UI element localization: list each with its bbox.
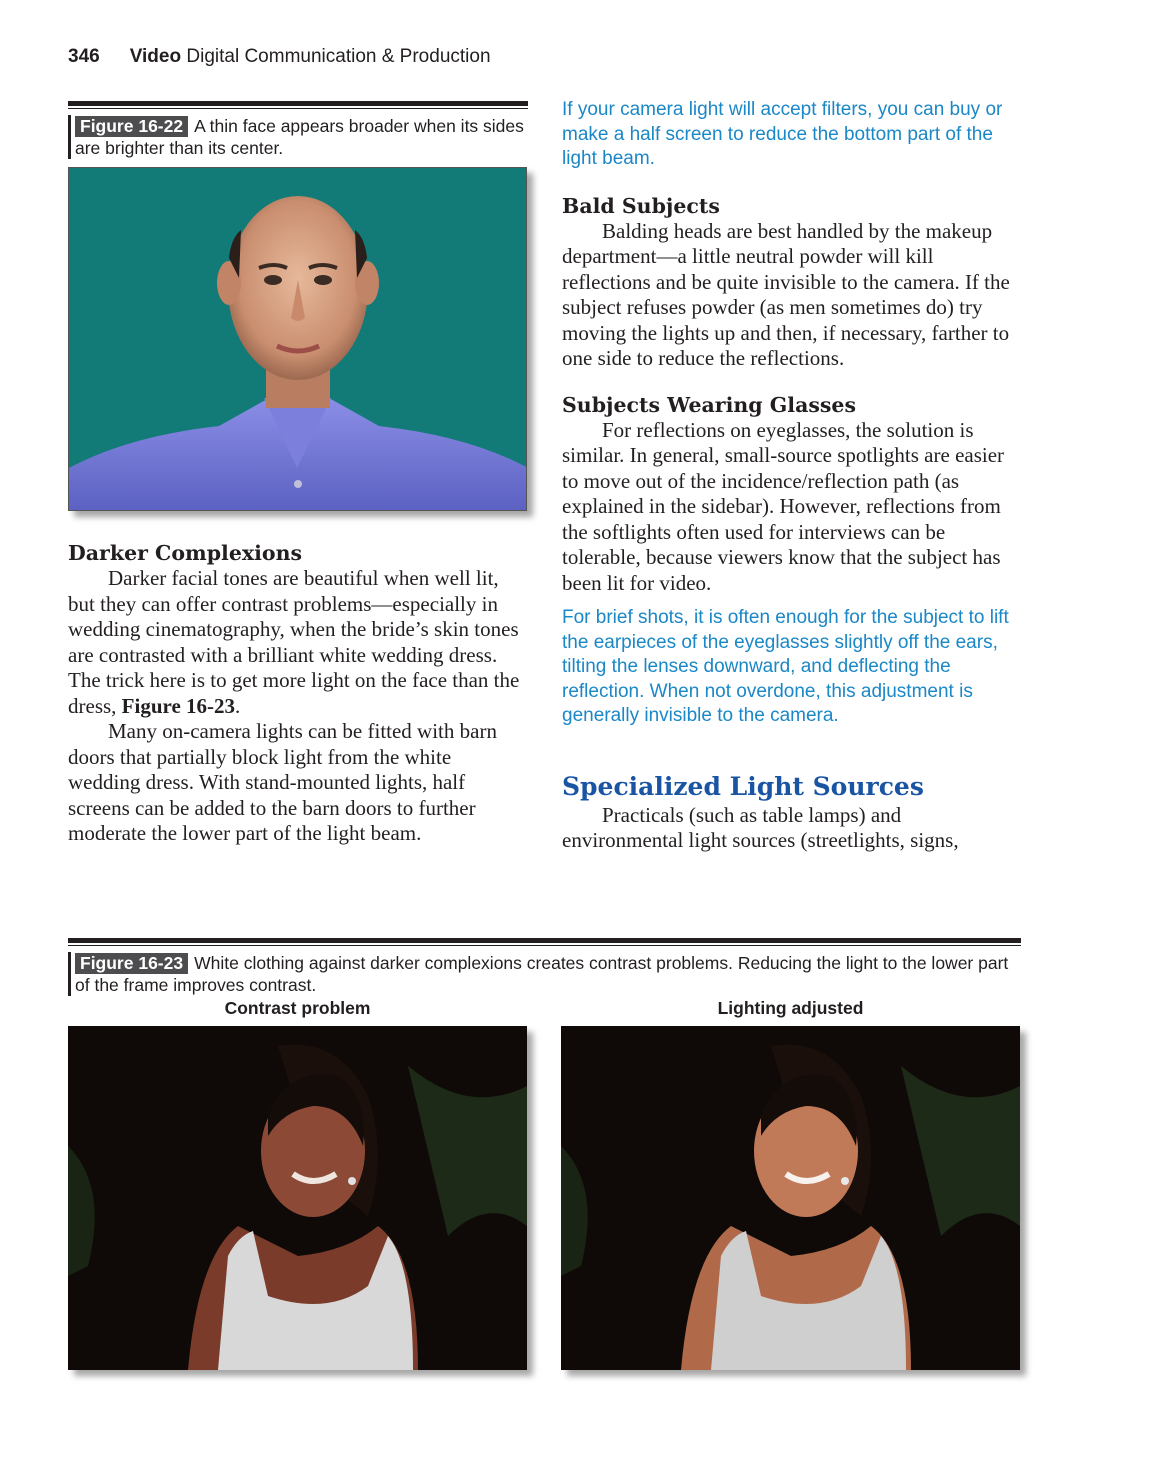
figure-tag: Figure 16-23: [75, 953, 188, 974]
figure-16-22-image: [68, 167, 527, 511]
body-paragraph: Many on-camera lights can be fitted with barn doors that partially block light from the white wedding dress. With stand-mounted lights, half screens can be added to the barn doors to further moderate the lower part of the light beam.: [68, 719, 497, 845]
body-paragraph: Balding heads are best handled by the makeup department—a little neutral powder will kill reflections and be quite invisible to the camera. If the subject refuses powder (as men sometimes do) try moving the lights up and then, if necessary, farther to one side to reduce the reflections.: [562, 218, 1010, 370]
body-paragraph: [68, 566, 528, 719]
tip-text: For brief shots, it is often enough for the subject to lift the earpieces of the eyeglasses slightly off the ears, tilting the lenses downward, and deflecting the reflection. When not overdone, this adjustment is generally invisible to the camera.: [562, 607, 1009, 726]
section-heading-glasses: Subjects Wearing Glasses: [562, 392, 857, 417]
body-paragraph: For reflections on eyeglasses, the solution is similar. In general, small-source spotlights are easier to move out of the incidence/reflection path (as explained in the sidebar). However, reflections from the softlights often used for interviews can be tolerable, because viewers know that the subject has been lit for video.: [562, 417, 1005, 595]
bride-photo-contrast-problem: [68, 1026, 527, 1370]
page-number: 346: [68, 46, 100, 67]
book-title-rest: Digital Communication & Production: [186, 46, 491, 67]
figure-rule: [68, 101, 528, 109]
figure-rule: [68, 938, 1021, 946]
section-heading: Darker Complexions: [68, 541, 303, 565]
figure-16-22-caption-block: [68, 101, 528, 159]
section-heading-bald: Bald Subjects: [562, 193, 720, 218]
figure-caption: [68, 952, 1021, 996]
section-heading-specialized: Specialized Light Sources: [562, 771, 924, 801]
figure-reference: Figure 16-23: [121, 693, 236, 718]
paragraph-text: Darker facial tones are beautiful when well lit, but they can offer contrast problems—especially in wedding cinematography, when the bride’s skin tones are contrasted with a brilliant white wedding dress. The trick here is to get more light on the face than the dress,: [68, 566, 520, 718]
section-darker-complexions: [68, 540, 528, 847]
figure-16-23-caption-block: [68, 938, 1021, 996]
figure-caption-text: White clothing against darker complexions creates contrast problems. Reducing the light to the lower part of the frame improves contrast.: [75, 953, 1009, 995]
figure-tag: Figure 16-22: [75, 116, 188, 137]
image-label-left: Contrast problem: [224, 998, 371, 1018]
tip-text: If your camera light will accept filters, you can buy or make a half screen to reduce the bottom part of the light beam.: [562, 99, 1003, 169]
book-title-bold: Video: [129, 46, 182, 67]
bride-photo-lighting-adjusted: [561, 1026, 1020, 1370]
right-column: [562, 98, 1022, 854]
image-label-right: Lighting adjusted: [717, 998, 864, 1018]
running-head: [68, 46, 491, 68]
figure-caption-text: A thin face appears broader when its sides are brighter than its center.: [75, 116, 524, 158]
body-paragraph: Practicals (such as table lamps) and environmental light sources (streetlights, signs,: [562, 802, 959, 852]
figure-caption: [68, 115, 528, 159]
paragraph-end: .: [235, 693, 241, 718]
